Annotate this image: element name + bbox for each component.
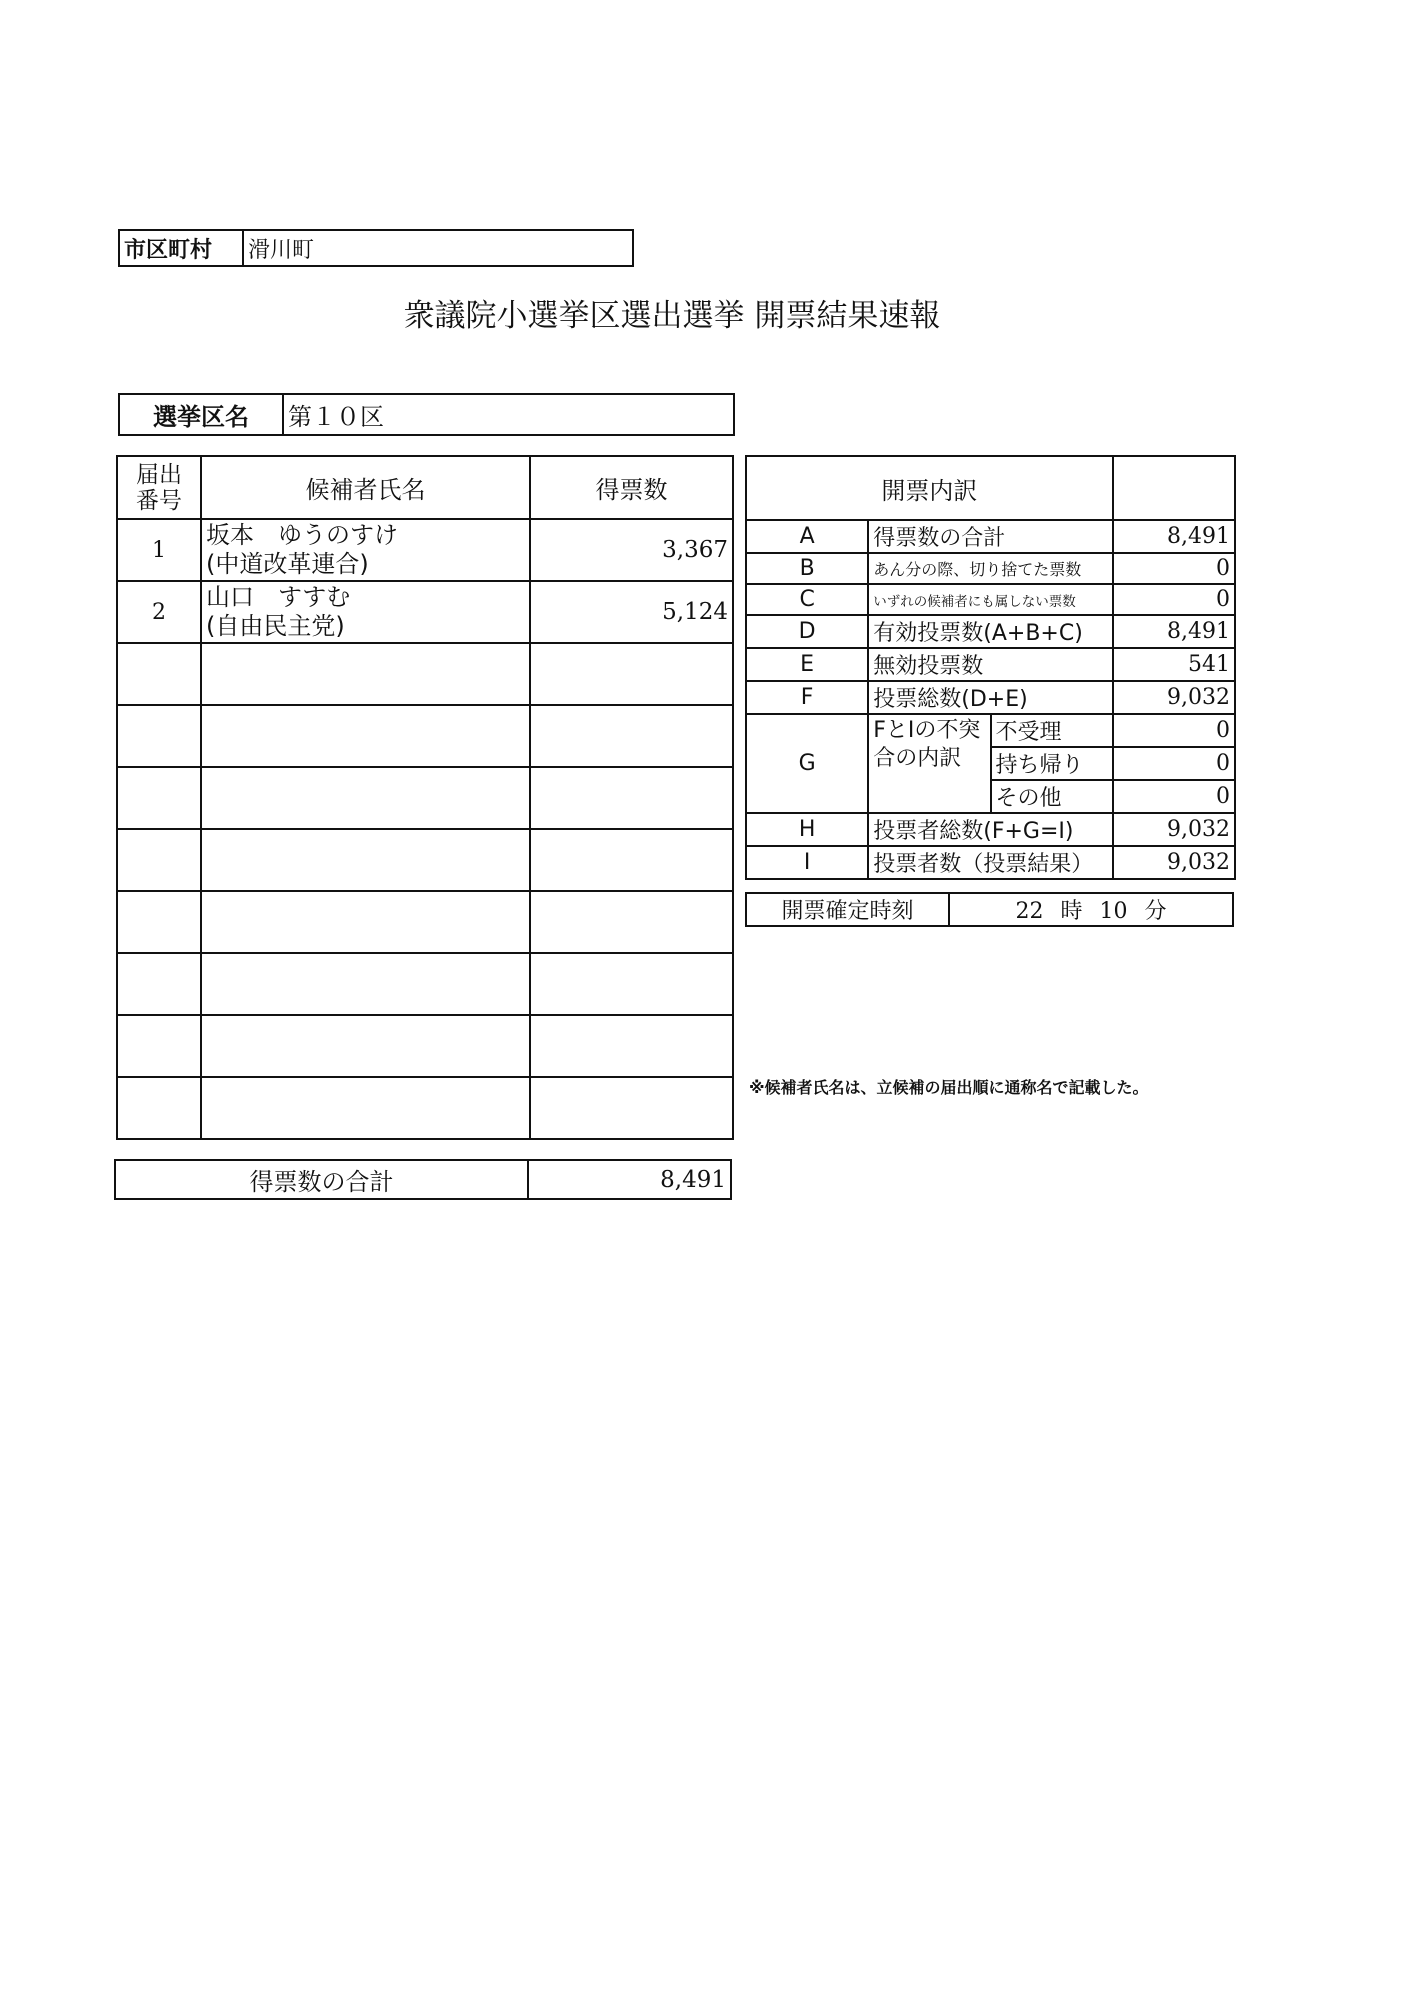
total-value: 8,491 xyxy=(528,1160,731,1199)
candidate-name: 山口 すすむ xyxy=(206,583,351,611)
row-label: あん分の際、切り捨てた票数 xyxy=(868,553,1113,584)
district-label: 選挙区名 xyxy=(119,394,283,435)
breakdown-row xyxy=(746,648,1235,681)
empty-row xyxy=(117,643,733,705)
time-value xyxy=(949,893,1233,926)
g-item-label: 持ち帰り xyxy=(991,747,1113,780)
row-key: A xyxy=(746,520,868,553)
table-row xyxy=(117,519,733,581)
row-key: I xyxy=(746,846,868,879)
breakdown-table xyxy=(745,455,1236,880)
row-label: 投票総数(D+E) xyxy=(868,681,1113,714)
g-item-label: 不受理 xyxy=(991,714,1113,747)
page-title: 衆議院小選挙区選出選挙 開票結果速報 xyxy=(403,298,941,334)
row-label: 有効投票数(A+B+C) xyxy=(868,615,1113,648)
header-number: 届出番号 xyxy=(117,456,201,519)
g-label: FとIの不突合の内訳 xyxy=(868,714,990,813)
empty-row xyxy=(117,705,733,767)
total-box xyxy=(114,1159,732,1200)
row-label: 投票者総数(F+G=I) xyxy=(868,813,1113,846)
breakdown-row xyxy=(746,615,1235,648)
row-key: D xyxy=(746,615,868,648)
row-value: 8,491 xyxy=(1113,615,1235,648)
breakdown-row xyxy=(746,520,1235,553)
row-key: C xyxy=(746,584,868,615)
row-label: 無効投票数 xyxy=(868,648,1113,681)
empty-row xyxy=(117,1015,733,1077)
breakdown-header-blank xyxy=(1113,456,1235,520)
candidate-name: 坂本 ゆうのすけ xyxy=(206,521,398,549)
row-value: 9,032 xyxy=(1113,846,1235,879)
row-key: B xyxy=(746,553,868,584)
breakdown-row xyxy=(746,553,1235,584)
breakdown-header: 開票内訳 xyxy=(746,456,1113,520)
time-label: 開票確定時刻 xyxy=(746,893,949,926)
municipality-box xyxy=(118,229,634,267)
row-value: 8,491 xyxy=(1113,520,1235,553)
row-key: E xyxy=(746,648,868,681)
time-hour-unit: 時 xyxy=(1060,899,1083,924)
g-item-value: 0 xyxy=(1113,714,1235,747)
candidates-table xyxy=(116,455,734,1140)
breakdown-row-g xyxy=(746,714,1235,747)
candidate-name-cell xyxy=(201,581,530,643)
candidate-votes: 3,367 xyxy=(530,519,733,581)
breakdown-row xyxy=(746,681,1235,714)
time-minute: 10 xyxy=(1099,899,1128,924)
g-item-value: 0 xyxy=(1113,780,1235,813)
time-hour: 22 xyxy=(1015,899,1044,924)
g-item-value: 0 xyxy=(1113,747,1235,780)
empty-row xyxy=(117,953,733,1015)
breakdown-row xyxy=(746,584,1235,615)
candidate-votes: 5,124 xyxy=(530,581,733,643)
table-row xyxy=(117,581,733,643)
row-value: 9,032 xyxy=(1113,681,1235,714)
row-key: H xyxy=(746,813,868,846)
header-name: 候補者氏名 xyxy=(201,456,530,519)
district-value: 第１０区 xyxy=(283,394,734,435)
note: ※候補者氏名は、立候補の届出順に通称名で記載した。 xyxy=(749,1078,1149,1097)
empty-row xyxy=(117,1077,733,1139)
total-label: 得票数の合計 xyxy=(115,1160,528,1199)
row-value: 9,032 xyxy=(1113,813,1235,846)
row-label: 投票者数（投票結果） xyxy=(868,846,1113,879)
breakdown-row xyxy=(746,813,1235,846)
g-item-label: その他 xyxy=(991,780,1113,813)
candidate-number: 2 xyxy=(117,581,201,643)
empty-row xyxy=(117,829,733,891)
candidate-name-cell xyxy=(201,519,530,581)
municipality-value: 滑川町 xyxy=(243,230,633,266)
breakdown-row xyxy=(746,846,1235,879)
row-value: 0 xyxy=(1113,553,1235,584)
empty-row xyxy=(117,891,733,953)
row-value: 0 xyxy=(1113,584,1235,615)
row-label: 得票数の合計 xyxy=(868,520,1113,553)
candidate-party: (中道改革連合) xyxy=(206,550,369,578)
candidate-party: (自由民主党) xyxy=(206,612,345,640)
row-label: いずれの候補者にも属しない票数 xyxy=(868,584,1113,615)
municipality-label: 市区町村 xyxy=(119,230,243,266)
row-value: 541 xyxy=(1113,648,1235,681)
empty-row xyxy=(117,767,733,829)
header-votes: 得票数 xyxy=(530,456,733,519)
candidate-number: 1 xyxy=(117,519,201,581)
finalized-time-box xyxy=(745,892,1234,927)
district-box xyxy=(118,393,735,436)
time-minute-unit: 分 xyxy=(1144,899,1167,924)
row-key: G xyxy=(746,714,868,813)
row-key: F xyxy=(746,681,868,714)
